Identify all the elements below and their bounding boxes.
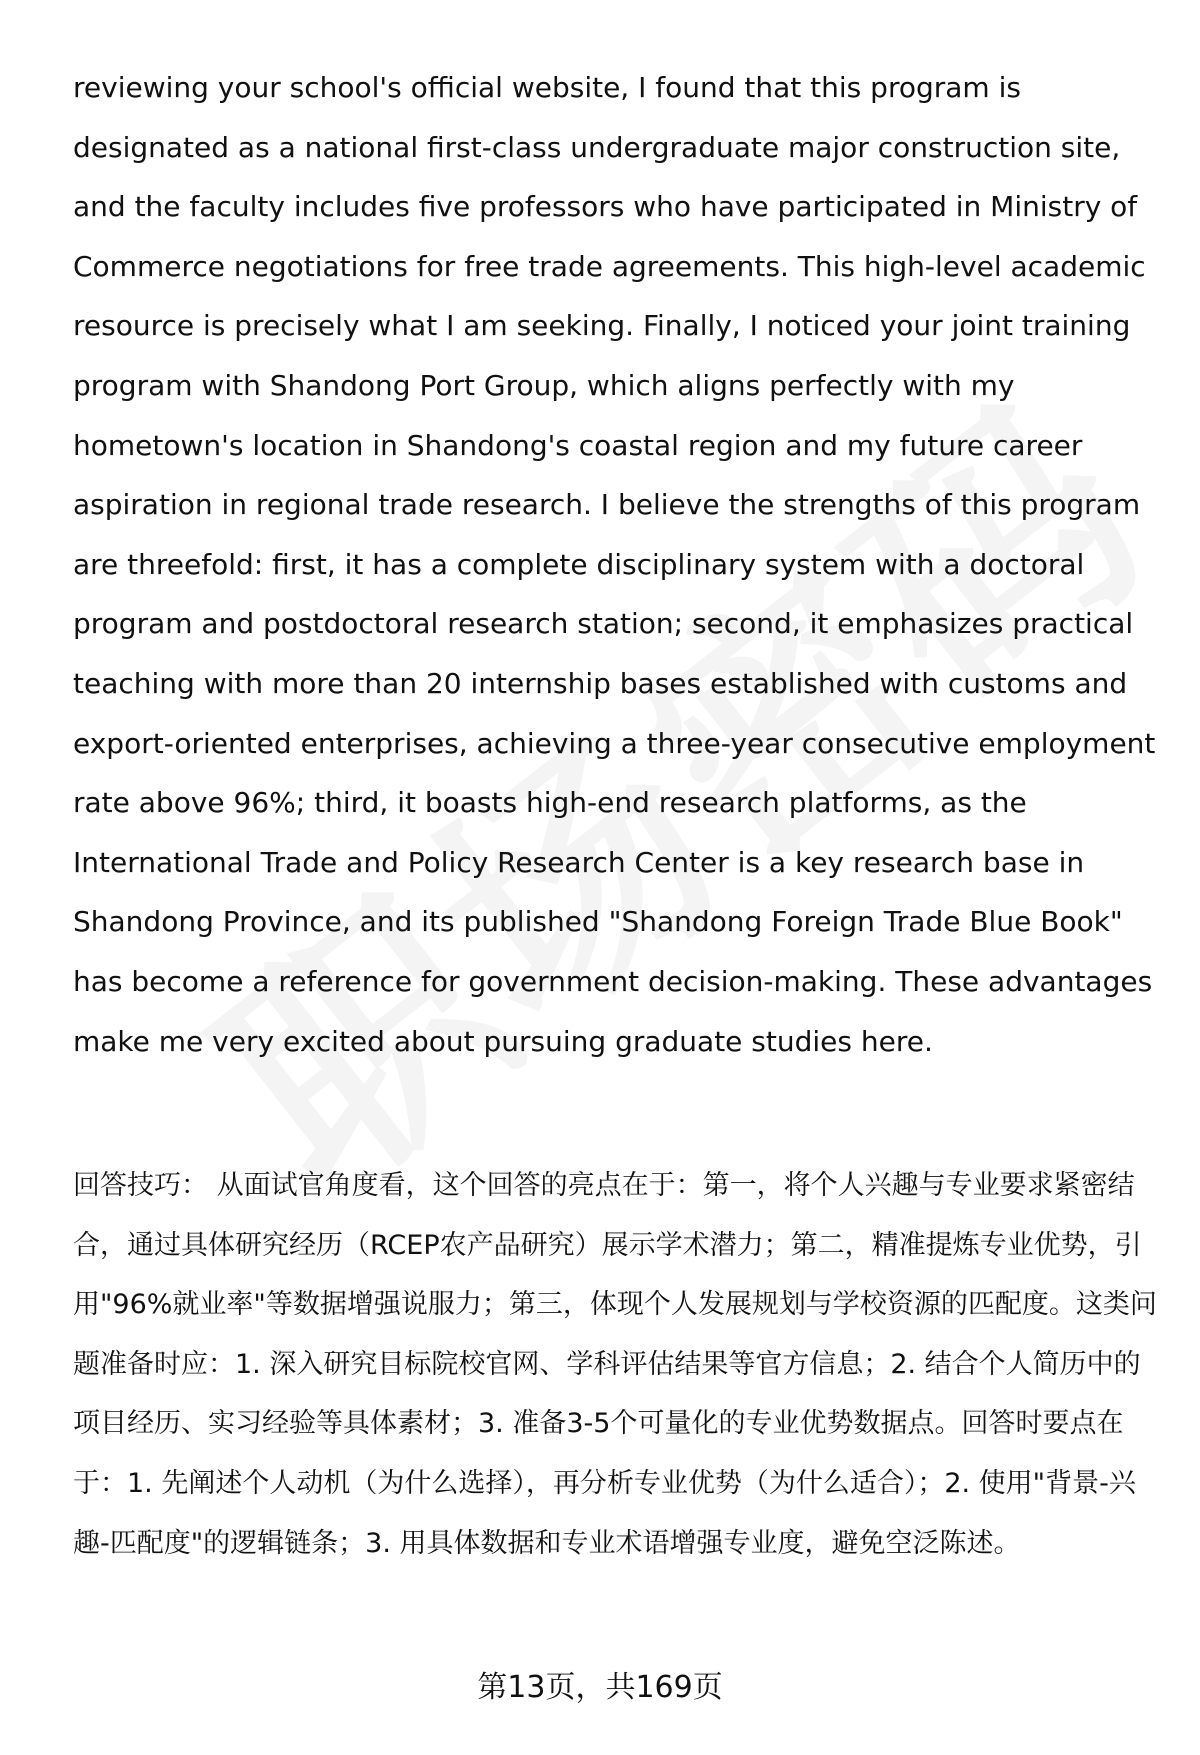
page-number: 第13页，共169页 [477, 1670, 723, 1705]
answer-tips: 回答技巧： 从面试官角度看，这个回答的亮点在于：第一，将个人兴趣与专业要求紧密结合，通过具体研究经历（RCEP农产品研究）展示学术潜力；第二，精准提炼专业优势，引用"96%就业率"等数据增强说服力；第三，体现个人发展规划与学校资源的匹配度。这类问题准备时应：1. 深入研究目标院校官网、学科评估结果等官方信息；2. 结合个人简历中的项目经历、实习经验等具体素材；3. 准备3-5个可量化的专业优势数据点。回答时要点在于：1. 先阐述个人动机（为什么选择），再分析专业优势（为什么适合）；2. 使用"背景-兴趣-匹配度"的逻辑链条；3. 用具体数据和专业术语增强专业度，避免空泛陈述。 [73, 1170, 1157, 1559]
answer-paragraph: reviewing your school's official website, I found that this program is designated as a national first-class undergraduate major construction site, and the faculty includes five professors who have participated in Ministry of Commerce negotiations for free trade agreements. This high-level academic resource is precisely what I am seeking. Finally, I noticed your joint training program with Shandong Port Group, which aligns perfectly with my hometown's location in Shandong's coastal region and my future career aspiration in regional trade research. I believe the strengths of this program are threefold: first, it has a complete disciplinary system with a doctoral program and postdoctoral research station; second, it emphasizes practical teaching with more than 20 internship bases established with customs and export-oriented enterprises, achieving a three-year consecutive employment rate above 96%; third, it boasts high-end research platforms, as the International Trade and Policy Research Center is a key research base in Shandong Province, and its published "Shandong Foreign Trade Blue Book" has become a reference for government decision-making. These advantages make me very excited about pursuing graduate studies here. [73, 71, 1156, 1058]
